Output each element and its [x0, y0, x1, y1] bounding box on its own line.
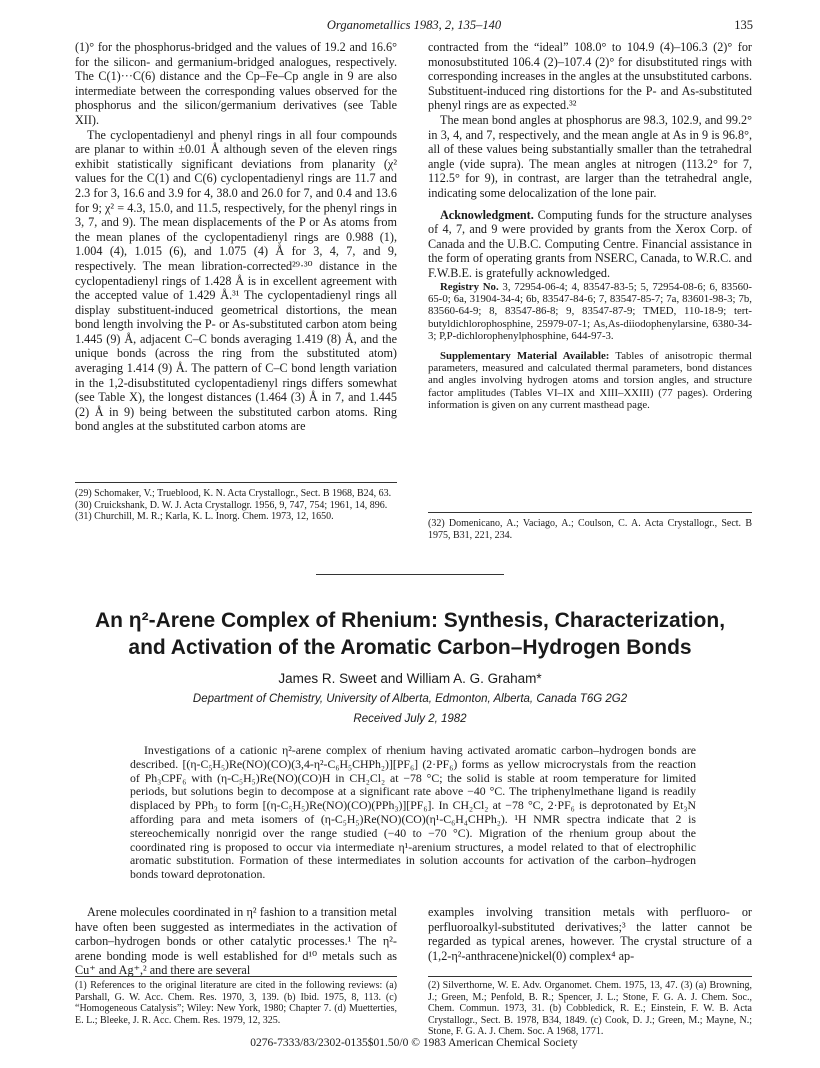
body-left-text: Arene molecules coordinated in η² fashion to a transition metal have often been suggested as intermediates in the activation of carbon–hydrogen bonds or other catalytic processes.¹ The η²-arene bonding mode is well established for d¹⁰ metals such as Cu⁺ and Ag⁺,² and there are several: [75, 905, 397, 978]
received-date: Received July 2, 1982: [353, 713, 467, 725]
affiliation: Department of Chemistry, University of Alberta, Edmonton, Alberta, Canada T6G 2G2: [192, 693, 628, 705]
title-line-1: An η²-Arene Complex of Rhenium: Synthesis, Characterization,: [94, 609, 726, 632]
left-footnotes: [75, 488, 397, 523]
supplementary-text: Tables of anisotropic thermal parameters, measured and calculated thermal parameters, bond distances and angles involving hydrogen atoms and torsion angles, and structure factor amplitudes (Tables VI–IX and XIII–XXIII) (77 pages). Ordering information is given on any current masthead page.: [428, 349, 752, 412]
left-paragraph-2: The cyclopentadienyl and phenyl rings in all four compounds are planar to within ±0.01 Å although seven of the eleven rings exhibit statistically significant deviations from planarity (χ² values for the C(1) and C(6) cyclopentadienyl rings are 11.7 and 2.3 for 3, 16.6 and 3.9 for 4, 38.0 and 26.0 for 7, and 0.4 and 13.6 for 9; χ² = 4.3, 15.0, and 11.5, respectively, for the phenyl rings in 3, 7, and 9). The mean displacements of the P or As atoms from the mean planes of the cyclopentadienyl rings are 0.988 (1), 1.004 (4), 1.015 (6), and 1.075 (4) Å for 3, 4, 7, and 9, respectively. The mean libration-corrected²⁹·³⁰ distance in the cyclopentadienyl rings of 1.428 Å is in excellent agreement with the accepted value of 1.429 Å.³¹ The cyclopentadienyl rings all display substituent-induced geometrical distortions, the mean bond length involving the P- or As-substituted carbon atom being 1.445 (9) Å, adjacent C–C bonds averaging 1.419 (8) Å, and the unique bonds (across the ring from the substituted atom) averaging 1.414 (9) Å. The pattern of C–C bond length variation in the 1,2-disubstituted cyclopentadienyl rings differs somewhat (see Table X), the longest distances (1.464 (3) Å in 7, and 1.445 (2) Å in 9) being between the substituted carbon atoms. Ring bond angles at the substituted carbon atoms are: [75, 127, 397, 434]
supplementary-label: Supplementary Material Available:: [440, 349, 610, 362]
title-line-2: and Activation of the Aromatic Carbon–Hydrogen Bonds: [128, 636, 692, 659]
footnote-31: (31) Churchill, M. R.; Karla, K. L. Inorg. Chem. 1973, 12, 1650.: [75, 511, 334, 523]
left-paragraph-1: (1)° for the phosphorus-bridged and the values of 19.2 and 16.6° for the silicon- and germanium-bridged analogues, respectively. The C(1)···C(6) distance and the Cp–Fe–Cp angle in 9 are also intermediate between the corresponding values observed for the phosphorus and the silicon/germanium derivatives (see Table XII).: [75, 40, 397, 127]
bottom-left-footnotes: [75, 980, 397, 1026]
body-right-text: examples involving transition metals with perfluoro- or perfluoroalkyl-substituted derivatives;³ the latter cannot be regarded as typical arenes, however. The crystal structure of a (1,2-η²-anthracene)nickel(0) complex⁴ ap-: [428, 905, 752, 963]
right-paragraph-1: contracted from the “ideal” 108.0° to 104.9 (4)–106.3 (2)° for monosubstituted 106.4 (2)–107.4 (2)° for disubstituted rings with corresponding increases in the angles at the unsubstituted carbons. Substituent-induced ring distortions for the P- and As-substituted phenyl rings are as expected.³²: [428, 40, 752, 113]
abstract-text: Investigations of a cationic η²-arene complex of rhenium having activated aromatic carbon–hydrogen bonds are described. [(η-C₅H₅)Re(NO)(CO)(3,4-η²-C₆H₅CHPh₂)][PF₆] (2·PF₆) forms as yellow microcrystals from the reaction of Ph₃CPF₆ with (η-C₅H₅)Re(NO)(CO)H in CH₂Cl₂ at −78 °C; the solid is stable at room temperature for limited periods, but solutions begin to decompose at a significant rate above −40 °C. The triphenylmethane ligand is readily displaced by PPh₃ to form [(η-C₅H₅)Re(NO)(CO)(PPh₃)][PF₆]. In CH₂Cl₂ at −78 °C, 2·PF₆ is deprotonated by Et₃N affording para and meta isomers of (η-C₅H₅)Re(NO)(CO)(η¹-C₆H₄CHPh₂). ¹H NMR spectra indicate that 2 is stereochemically nonrigid over the range studied (−40 to −70 °C). Migration of the rhenium group about the coordinated ring is proposed to occur via intermediate η¹-arenium structures, a model related to that of electrophilic aromatic substitution. Formation of these intermediates in solution accounts for activation of the carbon–hydrogen bonds toward deprotonation.: [130, 743, 696, 882]
footnote-divider-right: [428, 512, 752, 513]
footnote-divider-left: [75, 482, 397, 483]
article-title: [60, 607, 760, 661]
authors: James R. Sweet and William A. G. Graham*: [278, 671, 542, 686]
footnote-divider-bottom-left: [75, 976, 397, 977]
acknowledgment: [428, 208, 752, 281]
footnote-1: (1) References to the original literature are cited in the following reviews: (a) Parshall, G. W. Acc. Chem. Res. 1970, 3, 139. (b) Ibid. 1975, 8, 113. (c) “Homogeneous Catalysis”; Wiley: New York, 1980; Chapter 7. (d) Muetterties, E. L.; Bleeke, J. R. Acc. Chem. Res. 1979, 12, 325.: [75, 980, 397, 1026]
page-number: 135: [734, 18, 753, 32]
running-header: [75, 18, 753, 36]
body-left: [75, 905, 397, 978]
registry-text: 3, 72954-06-4; 4, 83547-83-5; 5, 72954-08-6; 6, 83560-65-0; 6a, 31904-34-4; 6b, 83547-84-6; 7, 83547-85-7; 7a, 83601-98-3; 7b, 83560-64-9; 8, 83547-86-8; 9, 83547-87-9; TMED, 110-18-9; tert-butyldichlorophosphine, 25979-07-1; As,As-diiodophenylarsine, 6380-34-3; P,P-dichlorophenylphosphine, 644-97-3.: [428, 280, 752, 343]
body-right: [428, 905, 752, 963]
right-column: [428, 40, 752, 412]
copyright-footer: 0276-7333/83/2302-0135$01.50/0 © 1983 American Chemical Society: [250, 1037, 578, 1049]
supplementary-material: [428, 350, 752, 412]
registry-numbers: [428, 281, 752, 343]
footnote-2-3: (2) Silverthorne, W. E. Adv. Organomet. Chem. 1975, 13, 47. (3) (a) Browning, J.; Green, M.; Penfold, B. R.; Spencer, J. L.; Stone, F. G. A. J. Chem. Soc., Chem. Commun. 1973, 31. (b) Cobbledick, R. E.; Einstein, F. W. B. Acta Crystallogr., Sect. B. 1978, B34, 1849. (c) Cook, D. J.; Green, M.; Mayne, N.; Stone, F. G. A. J. Chem. Soc. A 1968, 1771.: [428, 980, 752, 1038]
footnote-30: (30) Cruickshank, D. W. J. Acta Crystallogr. 1956, 9, 747, 754; 1961, 14, 896.: [75, 499, 388, 511]
footnote-32: (32) Domenicano, A.; Vaciago, A.; Coulson, C. A. Acta Crystallogr., Sect. B 1975, B31, 221, 234.: [428, 518, 752, 541]
right-paragraph-2: The mean bond angles at phosphorus are 98.3, 102.9, and 99.2° in 3, 4, and 7, respectively, and the mean angle at As in 9 is 96.8°, all of these values being substantially smaller than the tetrahedral angle (vide supra). The mean angles at nitrogen (113.2° for 7, 112.5° for 9), in contrast, are larger than the tetrahedral angle, indicating some delocalization of the lone pair.: [428, 112, 752, 200]
article-separator: [316, 574, 504, 575]
left-column: [75, 40, 397, 434]
acknowledgment-label: Acknowledgment.: [440, 207, 534, 222]
acknowledgment-text: Computing funds for the structure analyses of 4, 7, and 9 were provided by grants from the Xerox Corp. of Canada and the U.B.C. Computing Centre. Financial assistance in the form of operating grants from NSERC, Canada, to W.R.C. and F.W.B.E. is gratefully acknowledged.: [428, 207, 752, 280]
footnote-divider-bottom-right: [428, 976, 752, 977]
abstract: [130, 744, 696, 882]
registry-label: Registry No.: [440, 280, 499, 293]
journal-citation: Organometallics 1983, 2, 135–140: [326, 18, 502, 32]
footnote-29: (29) Schomaker, V.; Trueblood, K. N. Acta Crystallogr., Sect. B 1968, B24, 63.: [75, 488, 392, 499]
bottom-right-footnotes: [428, 980, 752, 1038]
right-footnotes: [428, 518, 752, 541]
